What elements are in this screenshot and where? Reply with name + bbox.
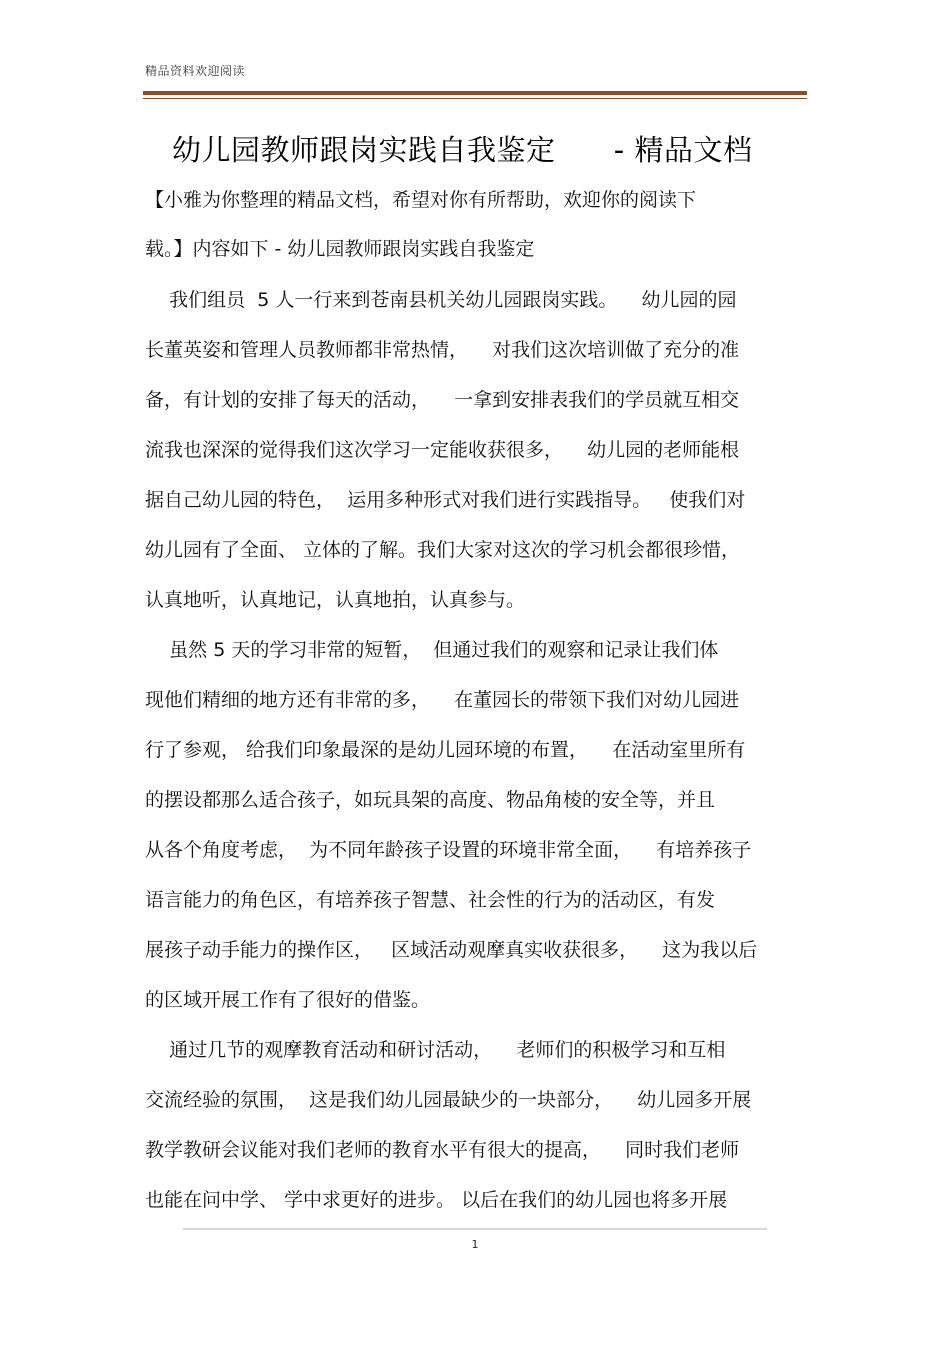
intro-text bbox=[145, 176, 815, 274]
paragraph-line: 从各个角度考虑， 为不同年龄孩子设置的环境非常全面， 有培养孩子 bbox=[145, 839, 752, 861]
paragraph-line: 也能在问中学、 学中求更好的进步。 以后在我们的幼儿园也将多开展 bbox=[145, 1189, 728, 1211]
document-body bbox=[145, 275, 815, 1225]
paragraph-line: 展孩子动手能力的操作区， 区域活动观摩真实收获很多， 这为我以后 bbox=[145, 939, 758, 961]
header-rule bbox=[143, 91, 807, 95]
paragraph-line: 长董英姿和管理人员教师都非常热情， 对我们这次培训做了充分的准 bbox=[145, 339, 740, 361]
paragraph-2 bbox=[145, 625, 815, 1025]
paragraph-line: 备，有计划的安排了每天的活动， 一拿到安排表我们的学员就互相交 bbox=[145, 389, 740, 411]
paragraph-line: 的区域开展工作有了很好的借鉴。 bbox=[145, 989, 431, 1011]
paragraph-line: 行了参观， 给我们印象最深的是幼儿园环境的布置， 在活动室里所有 bbox=[145, 739, 746, 761]
paragraph-line: 虽然 5 天的学习非常的短暂， 但通过我们的观察和记录让我们体 bbox=[145, 639, 719, 661]
paragraph-line: 语言能力的角色区，有培养孩子智慧、社会性的行为的活动区，有发 bbox=[145, 889, 716, 911]
paragraph-3 bbox=[145, 1025, 815, 1225]
paragraph-line: 幼儿园有了全面、 立体的了解。我们大家对这次的学习机会都很珍惜， bbox=[145, 539, 741, 561]
paragraph-line: 的摆设都那么适合孩子，如玩具架的高度、物品角棱的安全等，并且 bbox=[145, 789, 716, 811]
paragraph-line: 教学教研会议能对我们老师的教育水平有很大的提高， 同时我们老师 bbox=[145, 1139, 740, 1161]
header-text: 精品资料欢迎阅读 bbox=[145, 64, 246, 78]
intro-line: 【小雅为你整理的精品文档，希望对你有所帮助，欢迎你的阅读下 bbox=[145, 189, 697, 211]
header-rule-thin bbox=[143, 98, 807, 99]
intro-line: 载。】内容如下 - 幼儿园教师跟岗实践自我鉴定 bbox=[145, 238, 535, 260]
paragraph-line: 现他们精细的地方还有非常的多， 在董园长的带领下我们对幼儿园进 bbox=[145, 689, 740, 711]
paragraph-1 bbox=[145, 275, 815, 625]
paragraph-line: 流我也深深的觉得我们这次学习一定能收获很多， 幼儿园的老师能根 bbox=[145, 439, 740, 461]
document-title: 幼儿园教师跟岗实践自我鉴定 - 精品文档 bbox=[172, 133, 753, 167]
paragraph-line: 交流经验的氛围， 这是我们幼儿园最缺少的一块部分， 幼儿园多开展 bbox=[145, 1089, 752, 1111]
paragraph-line: 通过几节的观摩教育活动和研讨活动， 老师们的积极学习和互相 bbox=[145, 1039, 726, 1061]
page-number: 1 bbox=[471, 1238, 479, 1251]
paragraph-line: 据自己幼儿园的特色， 运用多种形式对我们进行实践指导。 使我们对 bbox=[145, 489, 746, 511]
footer-rule bbox=[183, 1228, 767, 1230]
paragraph-line: 认真地听，认真地记，认真地拍，认真参与。 bbox=[145, 589, 526, 611]
paragraph-line: 我们组员 5 人一行来到苍南县机关幼儿园跟岗实践。 幼儿园的园 bbox=[145, 289, 737, 311]
